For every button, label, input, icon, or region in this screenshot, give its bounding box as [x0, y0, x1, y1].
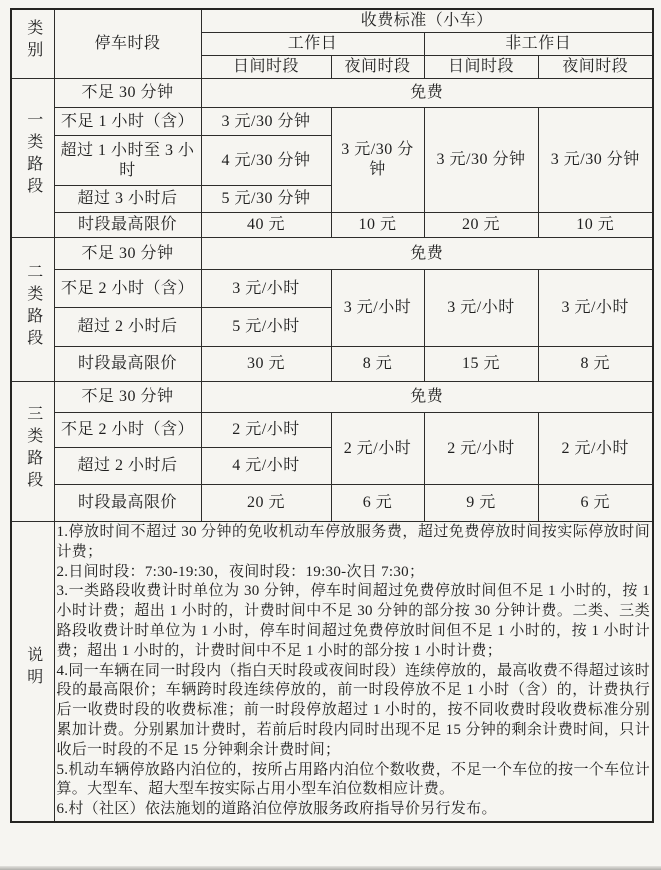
- section-1-max-value: 20 元: [424, 213, 538, 238]
- note-item-1: 1.停放时间不超过 30 分钟的免收机动车停放服务费，超过免费停放时间按实际停放时间计费；: [56, 524, 651, 560]
- section-1-category-label: 一类路段: [24, 111, 42, 199]
- section-3-rate-label: 超过 2 小时后: [54, 448, 201, 485]
- section-1-free-value: 免费: [201, 79, 653, 108]
- section-1-workday-night-value: 3 元/30 分钟: [331, 108, 424, 213]
- header-category-cell: [11, 9, 54, 79]
- section-3-max-value: 9 元: [424, 485, 538, 522]
- section-1-rate-value: 5 元/30 分钟: [201, 186, 331, 213]
- section-2-rate-label: 不足 2 小时（含）: [54, 270, 201, 308]
- section-2-rate-value: 3 元/小时: [201, 270, 331, 308]
- section-2-free-label: 不足 30 分钟: [54, 238, 201, 270]
- section-1-free-label: 不足 30 分钟: [54, 79, 201, 108]
- section-3-nonworkday-night-value: 2 元/小时: [538, 413, 653, 485]
- section-2-max-label: 时段最高限价: [54, 347, 201, 382]
- header-workday-cell: 工作日: [201, 33, 424, 56]
- section-3-rate-value: 2 元/小时: [201, 413, 331, 448]
- section-2-max-value: 8 元: [538, 347, 653, 382]
- notes-section: [11, 522, 653, 822]
- section-3-max-label: 时段最高限价: [54, 485, 201, 522]
- note-item-6: 6.村（社区）依法施划的道路泊位停放服务政府指导价另行发布。: [56, 801, 497, 818]
- section-1-category-cell: [11, 79, 54, 238]
- table-row: [11, 485, 653, 522]
- notes-row: [11, 522, 653, 822]
- section-3-max-value: 6 元: [538, 485, 653, 522]
- table-row: [11, 238, 653, 270]
- notes-label: 说明: [24, 646, 42, 691]
- section-1-max-label: 时段最高限价: [54, 213, 201, 238]
- section-2-free-value: 免费: [201, 238, 653, 270]
- section-3-category-label: 三类路段: [24, 404, 42, 493]
- section-1-rate-value: 3 元/30 分钟: [201, 108, 331, 136]
- section-3-workday-night-value: 2 元/小时: [331, 413, 424, 485]
- section-3-rate-value: 4 元/小时: [201, 448, 331, 485]
- header-nonworkday-day-cell: 日间时段: [424, 56, 538, 79]
- header-workday-day-cell: 日间时段: [201, 56, 331, 79]
- table-row: [11, 79, 653, 108]
- header-row-1: [11, 9, 653, 33]
- note-item-2: 2.日间时段：7:30-19:30，夜间时段：19:30-次日 7:30；: [56, 563, 425, 580]
- section-1-max-value: 40 元: [201, 213, 331, 238]
- section-class-1: [11, 79, 653, 238]
- section-1-rate-label: 超过 3 小时后: [54, 186, 201, 213]
- header-nonworkday-cell: 非工作日: [424, 33, 653, 56]
- header-category-label: 类别: [24, 19, 42, 63]
- section-2-nonworkday-day-value: 3 元/小时: [424, 270, 538, 347]
- header-workday-night-cell: 夜间时段: [331, 56, 424, 79]
- section-2-max-value: 8 元: [331, 347, 424, 382]
- section-1-max-value: 10 元: [538, 213, 653, 238]
- section-1-rate-value: 4 元/30 分钟: [201, 136, 331, 186]
- notes-content-cell: [54, 522, 653, 822]
- section-class-2: [11, 238, 653, 382]
- section-2-max-value: 30 元: [201, 347, 331, 382]
- table-row: [11, 382, 653, 413]
- section-3-max-value: 6 元: [331, 485, 424, 522]
- table-row: [11, 213, 653, 238]
- section-class-3: [11, 382, 653, 522]
- table-header: [11, 9, 653, 79]
- section-3-max-value: 20 元: [201, 485, 331, 522]
- section-3-nonworkday-day-value: 2 元/小时: [424, 413, 538, 485]
- section-3-category-cell: [11, 382, 54, 522]
- section-1-rate-label: 超过 1 小时至 3 小时: [54, 136, 201, 186]
- section-2-nonworkday-night-value: 3 元/小时: [538, 270, 653, 347]
- section-3-free-value: 免费: [201, 382, 653, 413]
- header-nonworkday-night-cell: 夜间时段: [538, 56, 653, 79]
- parking-fee-table: [10, 8, 654, 823]
- section-1-rate-label: 不足 1 小时（含）: [54, 108, 201, 136]
- section-3-free-label: 不足 30 分钟: [54, 382, 201, 413]
- table-row: [11, 413, 653, 448]
- table-row: [11, 270, 653, 308]
- note-item-3: 3.一类路段收费计时单位为 30 分钟，停车时间超过免费停放时间但不足 1 小时的，按 1 小时计费；超出 1 小时的，计费时间中不足 30 分钟的部分按 30 分钟计费。二类、三类路段收费计时单位为 1 小时，停车时间超过免费停放时间但不足 1 小时的，按 1 小时计费；超出 1 小时的，计费时间中不足 1 小时的部分按 1 小时计费；: [56, 583, 651, 659]
- section-2-max-value: 15 元: [424, 347, 538, 382]
- table-row: [11, 108, 653, 136]
- section-2-category-cell: [11, 238, 54, 382]
- note-item-5: 5.机动车辆停放路内泊位的，按所占用路内泊位个数收费，不足一个车位的按一个车位计算。大型车、超大型车按实际占用小型车泊位数相应计费。: [56, 761, 651, 798]
- section-3-rate-label: 不足 2 小时（含）: [54, 413, 201, 448]
- section-1-nonworkday-night-value: 3 元/30 分钟: [538, 108, 653, 213]
- section-2-rate-label: 超过 2 小时后: [54, 308, 201, 347]
- section-2-rate-value: 5 元/小时: [201, 308, 331, 347]
- section-2-category-label: 二类路段: [24, 262, 42, 351]
- table-row: [11, 347, 653, 382]
- notes-label-cell: [11, 522, 54, 822]
- section-1-nonworkday-day-value: 3 元/30 分钟: [424, 108, 538, 213]
- header-parking-period-cell: 停车时段: [54, 9, 201, 79]
- section-2-workday-night-value: 3 元/小时: [331, 270, 424, 347]
- header-fee-standard-cell: 收费标准（小车）: [201, 9, 653, 33]
- note-item-4: 4.同一车辆在同一时段内（指白天时段或夜间时段）连续停放的，最高收费不得超过该时段的最高限价；车辆跨时段连续停放的，前一时段停放不足 1 小时（含）的，计费执行后一收费时段的收费标准；前一时段停放超过 1 小时的，按不同收费时段收费标准分别累加计费。分别累加计费时，若前后时段内同时出现不足 15 分钟的剩余计费时间，只计收后一时段的不足 15 分钟剩余计费时间；: [56, 662, 651, 758]
- section-1-max-value: 10 元: [331, 213, 424, 238]
